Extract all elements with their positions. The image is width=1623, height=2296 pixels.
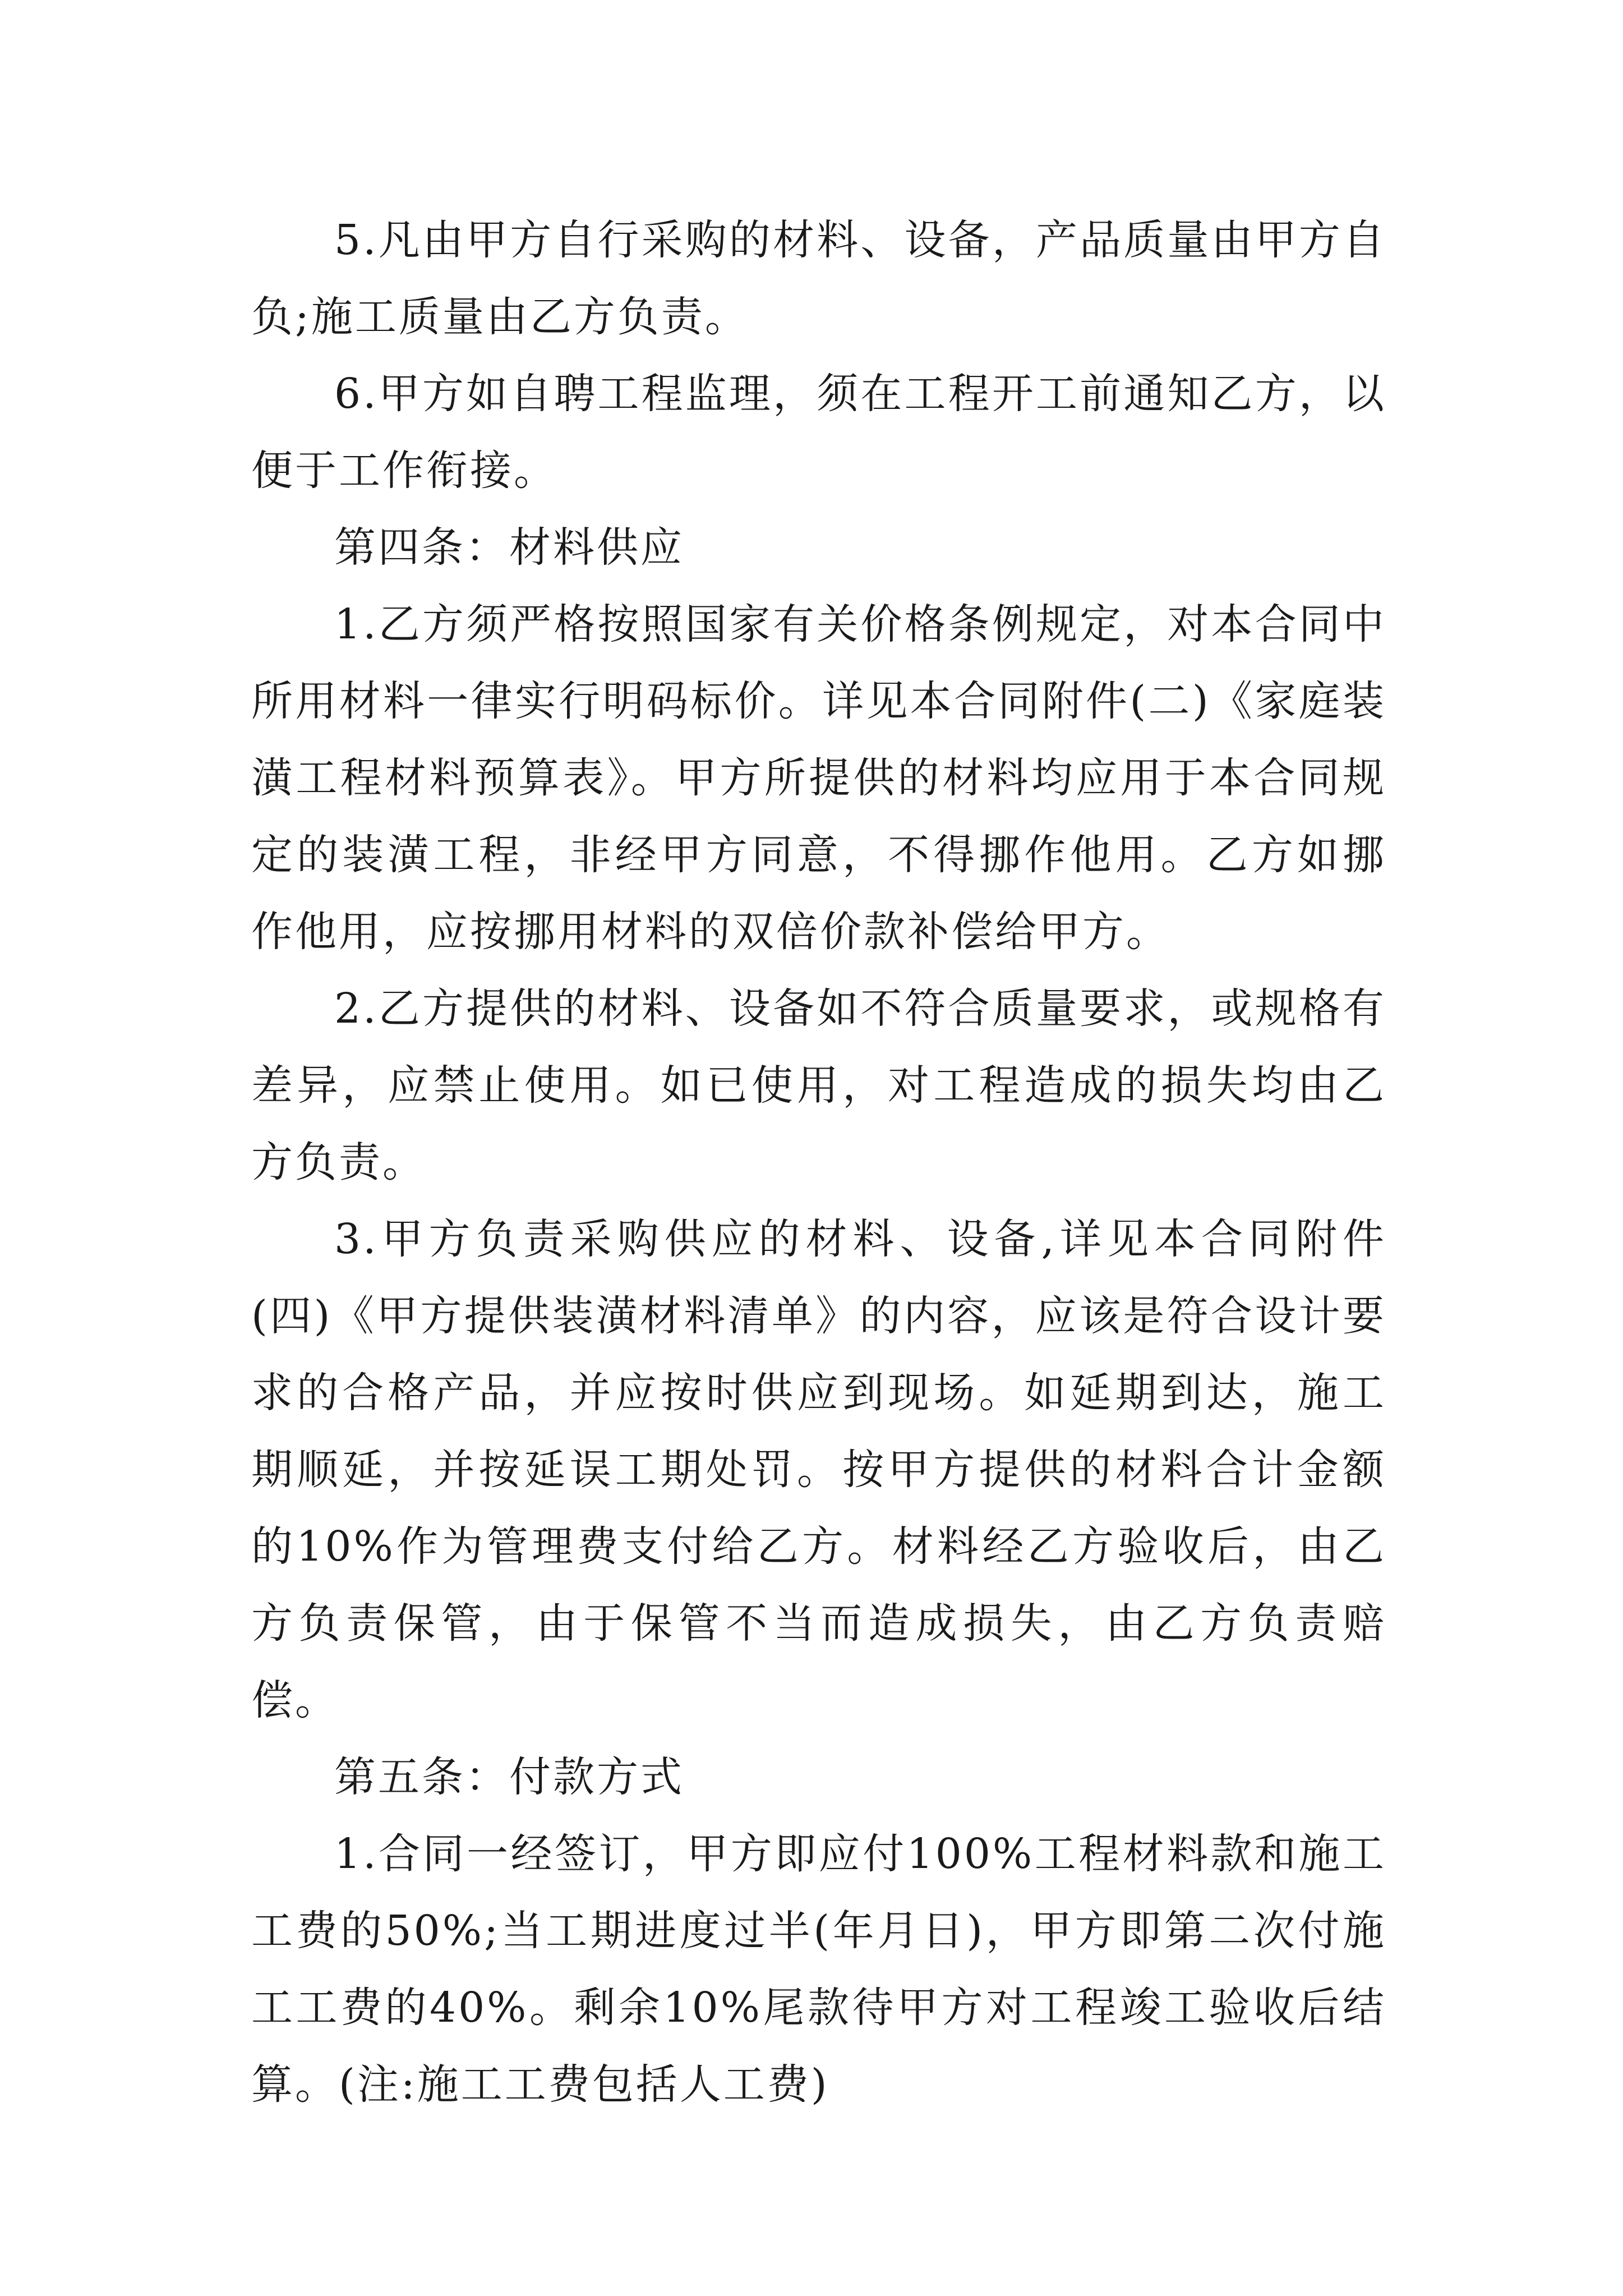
clause-5-heading: 第五条：付款方式 bbox=[334, 1753, 684, 1801]
clause-4-heading: 第四条：材料供应 bbox=[334, 523, 684, 572]
clause-5-item-1: 1.合同一经签订，甲方即应付100%工程材料款和施工工费的50%;当工期进度过半(年月日)，甲方即第二次付施工工费的40%。剩余10%尾款待甲方对工程竣工验收后结算。(注:施工工费包括人工费) bbox=[251, 1830, 1386, 2109]
document-body bbox=[251, 202, 1386, 2123]
clause-4-item-3: 3.甲方负责采购供应的材料、设备,详见本合同附件(四)《甲方提供装潢材料清单》的内容，应该是符合设计要求的合格产品，并应按时供应到现场。如延期到达，施工期顺延，并按延误工期处罚。按甲方提供的材料合计金额的10%作为管理费支付给乙方。材料经乙方验收后，由乙方负责保管，由于保管不当而造成损失，由乙方负责赔偿。 bbox=[251, 1215, 1386, 1724]
clause-4-item-2: 2.乙方提供的材料、设备如不符合质量要求，或规格有差异，应禁止使用。如已使用，对工程造成的损失均由乙方负责。 bbox=[251, 984, 1386, 1186]
clause-3-item-5: 5.凡由甲方自行采购的材料、设备，产品质量由甲方自负;施工质量由乙方负责。 bbox=[251, 216, 1386, 341]
clause-4-item-1: 1.乙方须严格按照国家有关价格条例规定，对本合同中所用材料一律实行明码标价。详见本合同附件(二)《家庭装潢工程材料预算表》。甲方所提供的材料均应用于本合同规定的装潢工程，非经甲方同意，不得挪作他用。乙方如挪作他用，应按挪用材料的双倍价款补偿给甲方。 bbox=[251, 600, 1386, 956]
clause-3-item-6: 6.甲方如自聘工程监理，须在工程开工前通知乙方，以便于工作衔接。 bbox=[251, 370, 1386, 495]
